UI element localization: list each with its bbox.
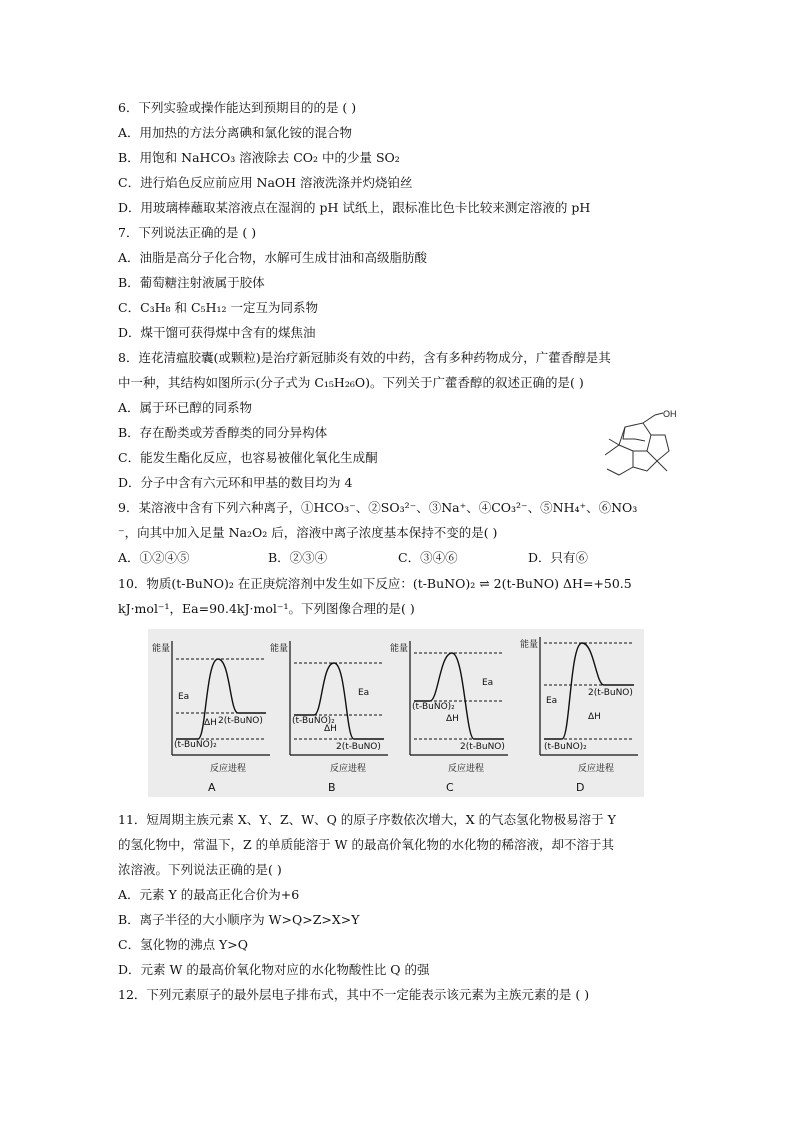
q9-stem-line1: 9．某溶液中含有下列六种离子，①HCO₃⁻、②SO₃²⁻、③Na⁺、④CO₃²⁻、⑤NH₄⁺、⑥NO₃ bbox=[118, 500, 638, 515]
q7-stem: 7．下列说法正确的是 ( ) bbox=[118, 225, 257, 240]
panel-d-dh: ΔH bbox=[588, 712, 601, 722]
panel-b bbox=[270, 641, 388, 794]
panel-c-y-label: 能量 bbox=[390, 644, 409, 654]
q8-option-c: C．能发生酯化反应，也容易被催化氧化生成酮 bbox=[118, 450, 378, 465]
panel-d-ea: Ea bbox=[546, 696, 558, 706]
panel-d-y-label: 能量 bbox=[520, 640, 539, 650]
panel-b-reactant: (t-BuNO)₂ bbox=[292, 716, 335, 726]
panel-c-reactant: (t-BuNO)₂ bbox=[412, 702, 455, 712]
q11-stem-line1: 11．短周期主族元素 X、Y、Z、W、Q 的原子序数依次增大，X 的气态氢化物极易溶于 Y bbox=[118, 812, 616, 827]
panel-b-dh: ΔH bbox=[324, 724, 337, 734]
panel-d-reactant: (t-BuNO)₂ bbox=[544, 742, 587, 752]
q11-option-a: A．元素 Y 的最高正化合价为+6 bbox=[118, 887, 300, 902]
panel-d-product: 2(t-BuNO) bbox=[588, 688, 633, 698]
q8-stem-line1: 8．连花清瘟胶囊(或颗粒)是治疗新冠肺炎有效的中药，含有多种药物成分，广藿香醇是其 bbox=[118, 350, 611, 365]
panel-a-dh: ΔH bbox=[204, 718, 217, 728]
panel-a bbox=[152, 641, 270, 794]
panel-d-x-label: 反应进程 bbox=[578, 764, 615, 774]
q9-option-d: D．只有⑥ bbox=[528, 550, 589, 565]
q6-stem: 6．下列实验或操作能达到预期目的的是 ( ) bbox=[118, 100, 357, 115]
panel-c-letter: C bbox=[446, 781, 454, 794]
q9-option-b: B．②③④ bbox=[268, 550, 328, 565]
q9-option-c: C．③④⑥ bbox=[398, 550, 458, 565]
q8-option-d: D．分子中含有六元环和甲基的数目均为 4 bbox=[118, 475, 353, 490]
q6-option-d: D．用玻璃棒蘸取某溶液点在湿润的 pH 试纸上，跟标准比色卡比较来测定溶液的 pH bbox=[118, 200, 591, 215]
energy-diagram-figure bbox=[148, 629, 644, 797]
q11-option-b: B．离子半径的大小顺序为 W>Q>Z>X>Y bbox=[118, 912, 360, 927]
panel-a-product: 2(t-BuNO) bbox=[218, 716, 263, 726]
q6-option-b: B．用饱和 NaHCO₃ 溶液除去 CO₂ 中的少量 SO₂ bbox=[118, 150, 400, 165]
energy-diagrams-svg bbox=[148, 629, 644, 797]
panel-c-product: 2(t-BuNO) bbox=[460, 742, 505, 752]
q6-option-a: A．用加热的方法分离碘和氯化铵的混合物 bbox=[118, 125, 353, 140]
q11-stem-line3: 浓溶液。下列说法正确的是( ) bbox=[118, 862, 282, 877]
panel-c-dh: ΔH bbox=[446, 714, 459, 724]
panel-b-letter: B bbox=[328, 781, 336, 794]
patchoulol-structure-image bbox=[595, 405, 681, 483]
q9-option-a: A．①②④⑤ bbox=[118, 550, 190, 565]
panel-d-letter: D bbox=[576, 781, 585, 794]
q10-stem-line1: 10．物质(t-BuNO)₂ 在正庚烷溶剂中发生如下反应：(t-BuNO)₂ ⇌ 2(t-BuNO) ΔH=+50.5 bbox=[118, 576, 632, 591]
q9-stem-line2: ⁻，向其中加入足量 Na₂O₂ 后，溶液中离子浓度基本保持不变的是( ) bbox=[118, 525, 498, 540]
q12-stem: 12．下列元素原子的最外层电子排布式，其中不一定能表示该元素为主族元素的是 ( ) bbox=[118, 987, 590, 1002]
q7-option-a: A．油脂是高分子化合物，水解可生成甘油和高级脂肪酸 bbox=[118, 250, 428, 265]
q7-option-d: D．煤干馏可获得煤中含有的煤焦油 bbox=[118, 325, 316, 340]
q7-option-c: C．C₃H₈ 和 C₅H₁₂ 一定互为同系物 bbox=[118, 300, 318, 315]
q7-option-b: B．葡萄糖注射液属于胶体 bbox=[118, 275, 265, 290]
oh-label: OH bbox=[663, 409, 677, 419]
panel-d bbox=[520, 637, 638, 794]
panel-a-x-label: 反应进程 bbox=[210, 764, 247, 774]
panel-c bbox=[390, 641, 508, 794]
panel-a-reactant: (t-BuNO)₂ bbox=[174, 740, 217, 750]
q11-option-c: C．氢化物的沸点 Y>Q bbox=[118, 937, 249, 952]
q8-option-b: B．存在酚类或芳香醇类的同分异构体 bbox=[118, 425, 328, 440]
panel-a-y-label: 能量 bbox=[152, 644, 171, 654]
q8-option-a: A．属于环已醇的同系物 bbox=[118, 400, 253, 415]
panel-b-product: 2(t-BuNO) bbox=[336, 742, 381, 752]
panel-b-x-label: 反应进程 bbox=[330, 764, 367, 774]
panel-a-letter: A bbox=[208, 781, 216, 794]
q6-option-c: C．进行焰色反应前应用 NaOH 溶液洗涤并灼烧铂丝 bbox=[118, 175, 413, 190]
panel-c-ea: Ea bbox=[482, 678, 494, 688]
panel-b-y-label: 能量 bbox=[270, 644, 289, 654]
q8-stem-line2: 中一种，其结构如图所示(分子式为 C₁₅H₂₆O)。下列关于广藿香醇的叙述正确的是( ) bbox=[118, 375, 584, 390]
q10-stem-line2: kJ·mol⁻¹，Ea=90.4kJ·mol⁻¹。下列图像合理的是( ) bbox=[118, 601, 415, 616]
q11-option-d: D．元素 W 的最高价氧化物对应的水化物酸性比 Q 的强 bbox=[118, 962, 430, 977]
panel-b-ea: Ea bbox=[358, 688, 370, 698]
panel-c-x-label: 反应进程 bbox=[448, 764, 485, 774]
q11-stem-line2: 的氢化物中，常温下，Z 的单质能溶于 W 的最高价氧化物的水化物的稀溶液，却不溶于其 bbox=[118, 837, 614, 852]
panel-a-ea: Ea bbox=[178, 692, 190, 702]
